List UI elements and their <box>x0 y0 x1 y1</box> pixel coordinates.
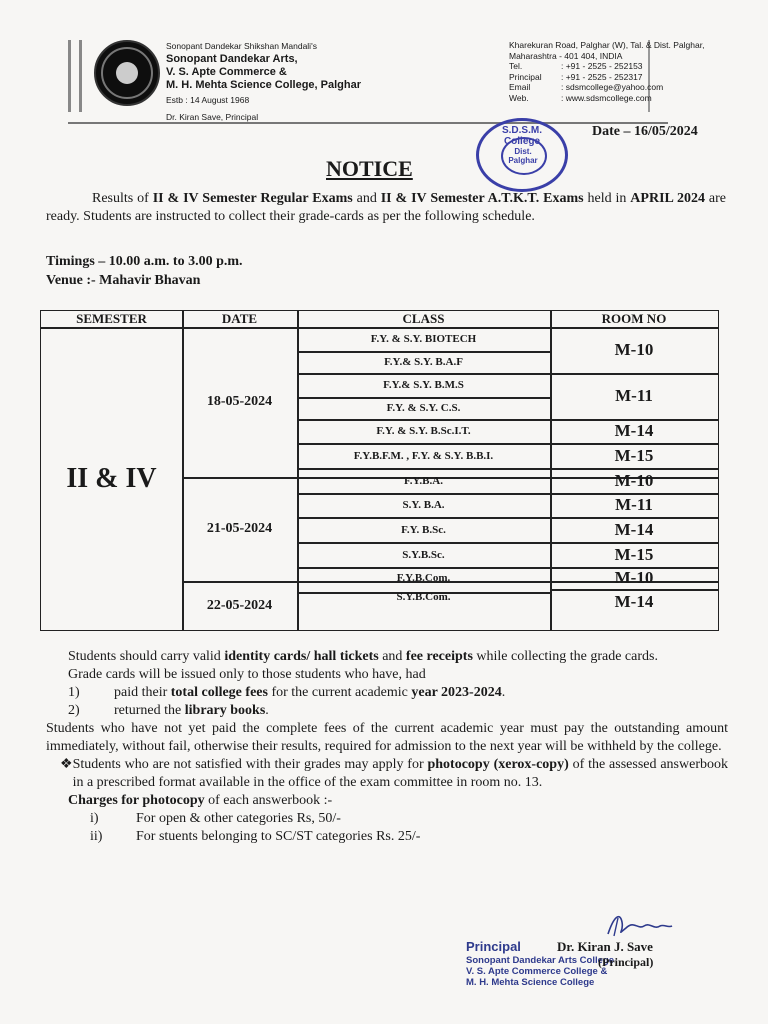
college-line: Sonopant Dandekar Arts, <box>166 53 298 65</box>
room-cell: M-10 <box>614 470 654 490</box>
principal-name: Dr. Kiran J. Save <box>557 939 653 954</box>
room-cell: M-14 <box>614 519 654 539</box>
college-name-stamp: Sonopant Dandekar Arts College V. S. Apte Commerce College & M. H. Mehta Science College <box>466 955 614 988</box>
intro-paragraph: Results of II & IV Semester Regular Exams and II & IV Semester A.T.K.T. Exams held in APRIL 2024 are ready. Students are instructed to collect their grade-cards as per the following schedule. <box>46 191 726 224</box>
date-cell: 18-05-2024 <box>206 394 273 409</box>
room-cell: M-14 <box>614 421 654 440</box>
class-cell: F.Y.B.F.M. , F.Y. & S.Y. B.B.I. <box>353 449 494 462</box>
college-name-block <box>166 40 361 124</box>
photocopy-bullet: ❖ Students who are not satisfied with their grades may apply for photocopy (xerox-copy) of the assessed answerbook in a prescribed format available in the office of the exam committee in room no. 13. <box>60 757 728 790</box>
class-cell: S.Y.B.Sc. <box>402 548 445 561</box>
letterhead-divider <box>68 122 668 124</box>
principal-role: (Principal) <box>598 955 654 969</box>
class-cell: F.Y.& S.Y. B.M.S <box>383 379 464 391</box>
header-room: ROOM NO <box>601 311 667 326</box>
address-line: Kharekuran Road, Palghar (W), Tal. & Dist. Palghar, <box>509 40 705 50</box>
notice-title: NOTICE <box>326 156 413 181</box>
semester-cell: II & IV <box>66 462 157 494</box>
address-line: Maharashtra - 401 404, INDIA <box>509 50 623 61</box>
charge-item: i) For open & other categories Rs, 50/- <box>90 811 341 826</box>
notice-date: Date – 16/05/2024 <box>592 124 698 139</box>
class-cell: F.Y.& S.Y. B.A.F <box>384 356 463 368</box>
contact-tel: Tel. : +91 - 2525 - 252153 <box>509 61 643 71</box>
established-date: Estb : 14 August 1968 <box>166 95 250 105</box>
class-cell: F.Y.B.Com. <box>396 572 451 584</box>
seal-inner-text: Dist. Palghar <box>508 147 538 165</box>
letterhead-left-rule <box>68 40 82 112</box>
seal-text: S.D.S.M. College <box>501 125 542 147</box>
college-seal <box>476 118 568 192</box>
timings: Timings – 10.00 a.m. to 3.00 p.m. <box>46 254 243 269</box>
photocopy-charges-heading: Charges for photocopy of each answerbook :- <box>68 793 333 808</box>
schedule-table <box>40 310 719 631</box>
list-item: 1) paid their total college fees for the current academic year 2023-2024. <box>68 685 506 700</box>
room-cell: M-10 <box>614 340 654 359</box>
address-block <box>509 40 704 103</box>
class-cell: F.Y. B.Sc. <box>401 523 446 536</box>
college-logo <box>94 40 160 106</box>
contact-email: Email : sdsmcollege@yahoo.com <box>509 82 664 92</box>
class-cell: S.Y. B.A. <box>402 499 445 511</box>
signature-mark <box>604 908 674 942</box>
instruction-id-cards: Students should carry valid identity cards/ hall tickets and fee receipts while collecting the grade cards. <box>68 649 658 664</box>
class-cell: F.Y. & S.Y. B.Sc.I.T. <box>376 425 471 437</box>
header-date: DATE <box>221 311 258 326</box>
room-cell: M-14 <box>614 591 654 611</box>
header-class: CLASS <box>402 311 445 326</box>
class-cell: F.Y. & S.Y. C.S. <box>386 402 461 414</box>
notice-body <box>46 648 728 846</box>
room-cell: M-11 <box>615 386 653 405</box>
room-cell: M-11 <box>615 495 653 514</box>
org-line: Sonopant Dandekar Shikshan Mandali's <box>166 41 317 51</box>
grade-card-condition: Grade cards will be issued only to those students who have, had <box>68 667 426 682</box>
class-cell: F.Y. & S.Y. BIOTECH <box>370 333 477 345</box>
college-line: V. S. Apte Commerce & <box>166 66 287 78</box>
class-cell: F.Y.B.A. <box>404 474 443 487</box>
room-cell: M-10 <box>614 568 654 587</box>
date-cell: 22-05-2024 <box>206 597 273 613</box>
room-cell: M-15 <box>614 445 654 465</box>
principal-label: Principal <box>466 939 521 954</box>
date-cell: 21-05-2024 <box>206 521 273 536</box>
class-cell: S.Y.B.Com. <box>396 591 451 603</box>
header-semester: SEMESTER <box>76 311 147 326</box>
letterhead-principal: Dr. Kiran Save, Principal <box>166 112 259 122</box>
bullet-diamond-icon: ❖ <box>60 757 73 772</box>
room-cell: M-15 <box>614 544 654 564</box>
contact-principal: Principal : +91 - 2525 - 252317 <box>509 71 643 82</box>
contact-web: Web. : www.sdsmcollege.com <box>509 92 652 103</box>
list-item: 2) returned the library books. <box>68 703 269 718</box>
college-line: M. H. Mehta Science College, Palghar <box>166 79 361 91</box>
charge-item: ii) For stuents belonging to SC/ST categories Rs. 25/- <box>90 829 421 844</box>
fees-warning: Students who have not yet paid the complete fees of the current academic year must pay the outstanding amount immediately, without fail, otherwise their results, required for admission to the next year will be withheld by the college. <box>46 721 728 754</box>
venue: Venue :- Mahavir Bhavan <box>46 273 201 288</box>
